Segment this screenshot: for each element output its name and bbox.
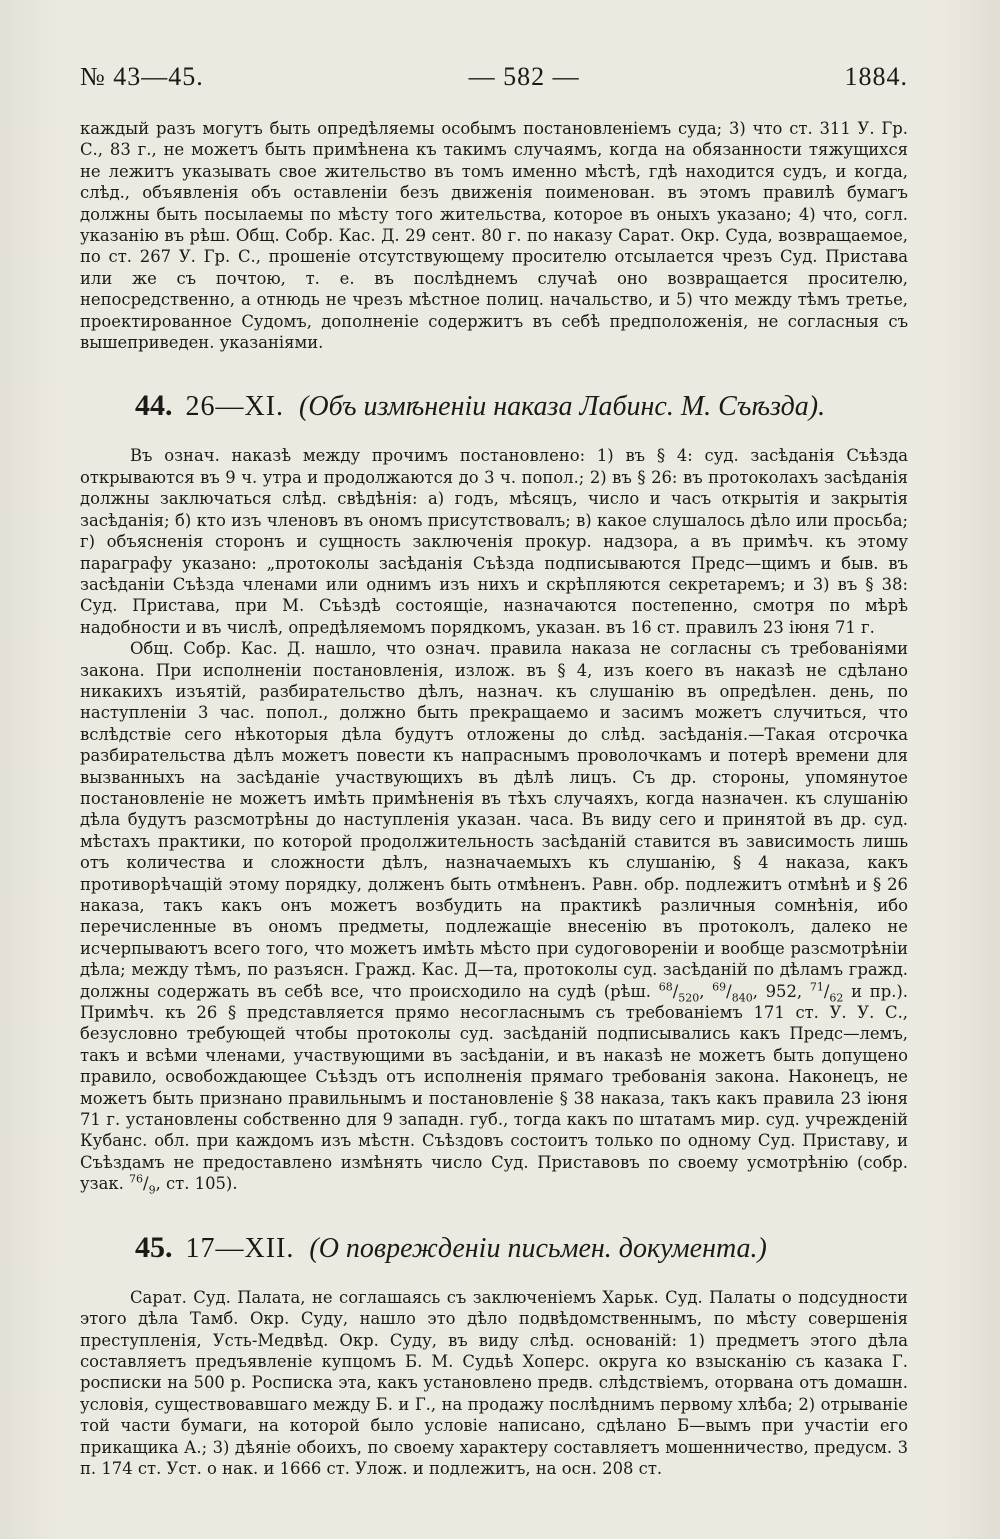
ref-mid: , 952, — [752, 981, 803, 1001]
ref-4-den: 9 — [148, 1183, 156, 1197]
ref-2-num: 69 — [712, 980, 727, 994]
section-44-paragraph-2-cont: и пр.). Примѣч. къ 26 § представляется прямо несогласнымъ съ требованіемъ 171 ст. У. У. С., безусловно требующей чтобы протоколы суд. засѣданій подписывались какъ Предс—лемъ, такъ и всѣми членами, участвующими въ засѣданіи, и въ наказѣ не можетъ быть допущено правило, освобождающее Съѣздъ отъ исполненія прямаго требованія закона. Наконецъ, не можетъ быть признано правильнымъ и постановленіе § 38 наказа, такъ какъ правила 23 іюня 71 г. установлены собственно для 9 западн. губ., тогда какъ по штатамъ мир. суд. учрежденій Кубанс. обл. при каждомъ изъ мѣстн. Съѣздовъ состоитъ только по одному Суд. Приставу, и Съѣздамъ не предоставлено измѣнять число Суд. Приставовъ по своему усмотрѣнію (собр. узак. — [80, 981, 909, 1194]
section-44-title: (Объ измѣненіи наказа Лабинс. М. Съѣзда). — [299, 391, 826, 423]
page-header — [80, 62, 908, 92]
section-45-paragraph-1: Сарат. Суд. Палата, не соглашаясь съ заключеніемъ Харьк. Суд. Палаты о подсудности этого дѣла Тамб. Окр. Суду, нашло это дѣло подвѣдомственнымъ, по мѣсту совершенія преступленія, Усть-Медвѣд. Окр. Суду, въ виду слѣд. основаній: 1) предметъ этого дѣла составляетъ предъявленіе купцомъ Б. М. Судьѣ Хоперс. округа ко взысканію съ казака Г. росписки на 500 р. Росписка эта, какъ установлено предв. слѣдствіемъ, оторвана отъ домашн. условія, существовавшаго между Б. и Г., на продажу послѣднимъ первому хлѣба; 2) отрываніе той части бумаги, на которой было условіе написано, сдѣлано Б—вымъ при участіи его прикащика А.; 3) дѣяніе обоихъ, по своему характеру составляетъ мошенничество, предусм. 3 п. 174 ст. Уст. о нак. и 1666 ст. Улож. и подлежитъ, на осн. 208 ст. — [80, 1287, 908, 1478]
issue-numbers: № 43—45. — [80, 62, 204, 91]
section-44-number: 44. — [135, 389, 173, 423]
ref-1-den: 520 — [678, 990, 700, 1004]
section-44-paragraph-1: Въ означ. наказѣ между прочимъ постановлено: 1) въ § 4: суд. засѣданія Съѣзда открываются въ 9 ч. утра и продолжаются до 3 ч. попол.; 2) въ § 26: въ протоколахъ засѣданія должны заключаться слѣд. свѣдѣнія: а) годъ, мѣсяцъ, число и часъ открытія и закрытія засѣданія; б) кто изъ членовъ въ ономъ присутствовалъ; в) какое слушалось дѣло или просьба; г) объясненія сторонъ и сущность заключенія прокур. надзора, а въ примѣч. къ этому параграфу указано: „протоколы засѣданія Съѣзда подписываются Предс—щимъ и быв. въ засѣданіи Съѣзда членами или однимъ изъ нихъ и скрѣпляются секретаремъ; и 3) въ § 38: Суд. Пристава, при М. Съѣздѣ состоящіе, назначаются постепенно, смотря по мѣрѣ надобности и въ числѣ, опредѣляемомъ порядкомъ, указан. въ 16 ст. правилъ 23 іюня 71 г. — [80, 446, 908, 637]
ref-4-num: 76 — [129, 1172, 144, 1186]
ref-2-den: 840 — [731, 990, 753, 1004]
section-45-date: 17—XII. — [185, 1232, 295, 1264]
section-44-date: 26—XI. — [185, 391, 285, 423]
section-45-title: (О поврежденіи письмен. документа.) — [309, 1232, 767, 1264]
ref-3-num: 71 — [809, 980, 824, 994]
section-44-paragraph-2: Общ. Собр. Кас. Д. нашло, что означ. правила наказа не согласны съ требованіями закона. При исполненіи постановленія, излож. въ § 4, изъ коего въ наказѣ не сдѣлано никакихъ изъятій, разбирательство дѣлъ, назнач. къ слушанію въ опредѣлен. день, по наступленіи 3 час. попол., должно быть прекращаемо и засимъ можетъ случиться, что вслѣдствіе сего нѣкоторыя дѣла будутъ отложены до слѣд. засѣданія.—Такая отсрочка разбирательства дѣлъ можетъ повести къ напраснымъ проволочкамъ и потерѣ времени для вызванныхъ на засѣданіе участвующихъ въ дѣлѣ лицъ. Съ др. стороны, упомянутое постановленіе не можетъ имѣть примѣненія въ тѣхъ случаяхъ, когда назначен. къ слушанію дѣла будутъ разсмотрѣны до наступленія указан. часа. Въ виду сего и принятой въ др. суд. мѣстахъ практики, по которой продолжительность засѣданій ставится въ зависимость лишь отъ количества и сложности дѣлъ, назначаемыхъ къ слушанію, § 4 наказа, какъ противорѣчащій этому порядку, долженъ быть отмѣненъ. Равн. обр. подлежитъ отмѣнѣ и § 26 наказа, такъ какъ онъ можетъ возбудить на практикѣ различныя сомнѣнія, ибо перечисленные въ ономъ предметы, подлежащіе внесенію въ протоколъ, далеко не исчерпываютъ всего того, что можетъ имѣть мѣсто при судоговореніи и вообще разсмотрѣніи дѣла; между тѣмъ, по разъясн. Гражд. Кас. Д—та, протоколы суд. засѣданій по дѣламъ гражд. должны содержать въ себѣ все, что происходило на судѣ (рѣш. $^{68}/_{520}$, $^{69}/_{840}$, 952, $^{71}/_{62}$ и пр.). Примѣч. къ 26 § представляется прямо несогласнымъ съ требованіемъ 171 ст. У. У. С., безусловно требующей чтобы протоколы суд. засѣданій подписывались какъ Предс—лемъ, такъ и всѣми членами, участвующими въ засѣданіи, и въ наказѣ не можетъ быть допущено правило, освобождающее Съѣздъ отъ исполненія прямаго требованія закона. Наконецъ, не можетъ быть признано правильнымъ и постановленіе § 38 наказа, такъ какъ правила 23 іюня 71 г. установлены собственно для 9 западн. губ., тогда какъ по штатамъ мир. суд. учрежденій Кубанс. обл. при каждомъ изъ мѣстн. Съѣздовъ состоитъ только по одному Суд. Приставу, и Съѣздамъ не предоставлено измѣнять число Суд. Приставовъ по своему усмотрѣнію (собр. узак. $^{76}/_9$, ст. 105). — [80, 639, 909, 1197]
section-44-paragraph-2-end: , ст. 105). — [155, 1174, 238, 1194]
intro-paragraph: каждый разъ могутъ быть опредѣляемы особымъ постановленіемъ суда; 3) что ст. 311 У. Гр. С., 83 г., не можетъ быть примѣнена къ такимъ случаямъ, когда на обязанности тяжущихся не лежитъ указывать свое жительство въ томъ именно мѣстѣ, гдѣ находится судъ, и когда, слѣд., объявленія объ оставленіи безъ движенія поименован. въ этомъ правилѣ бумагъ должны быть посылаемы по мѣсту того жительства, которое въ оныхъ указано; 4) что, согл. указанію въ рѣш. Общ. Собр. Кас. Д. 29 сент. 80 г. по наказу Сарат. Окр. Суда, возвращаемое, по ст. 267 У. Гр. С., прошеніе отсутствующему просителю отсылается чрезъ Суд. Пристава или же съ почтою, т. е. въ послѣднемъ случаѣ оно возвращается просителю, непосредственно, а отнюдь не чрезъ мѣстное полиц. начальство, и 5) что между тѣмъ третье, проектированное Судомъ, дополненіе содержитъ въ себѣ предположенія, не согласныя съ вышеприведен. указаніями. — [80, 119, 908, 353]
page-number: — 582 — — [468, 62, 580, 91]
section-45-number: 45. — [135, 1230, 173, 1264]
section-45-heading — [135, 1231, 908, 1265]
section-44-paragraph-2-text: Общ. Собр. Кас. Д. нашло, что означ. правила наказа не согласны съ требованіями закона. При исполненіи постановленія, излож. въ § 4, изъ коего въ наказѣ не сдѣлано никакихъ изъятій, разбирательство дѣлъ, назнач. къ слушанію въ опредѣлен. день, по наступленіи 3 час. попол., должно быть прекращаемо и засимъ можетъ случиться, что вслѣдствіе сего нѣкоторыя дѣла будутъ отложены до слѣд. засѣданія.—Такая отсрочка разбирательства дѣлъ можетъ повести къ напраснымъ проволочкамъ и потерѣ времени для вызванныхъ на засѣданіе участвующихъ въ дѣлѣ лицъ. Съ др. стороны, упомянутое постановленіе не можетъ имѣть примѣненія въ тѣхъ случаяхъ, когда назначен. къ слушанію дѣла будутъ разсмотрѣны до наступленія указан. часа. Въ виду сего и принятой въ др. суд. мѣстахъ практики, по которой продолжительность засѣданій ставится въ зависимость лишь отъ количества и сложности дѣлъ, назначаемыхъ къ слушанію, § 4 наказа, какъ противорѣчащій этому порядку, долженъ быть отмѣненъ. Равн. обр. подлежитъ отмѣнѣ и § 26 наказа, такъ какъ онъ можетъ возбудить на практикѣ различныя сомнѣнія, ибо перечисленные въ ономъ предметы, подлежащіе внесенію въ протоколъ, далеко не исчерпываютъ всего того, что можетъ имѣть мѣсто при судоговореніи и вообще разсмотрѣніи дѣла; между тѣмъ, по разъясн. Гражд. Кас. Д—та, протоколы суд. засѣданій по дѣламъ гражд. должны содержать въ себѣ все, что происходило на судѣ (рѣш. — [80, 639, 908, 1001]
section-44-heading — [135, 389, 908, 423]
ref-1-num: 68 — [658, 980, 673, 994]
ref-3-den: 62 — [829, 990, 844, 1004]
year: 1884. — [844, 62, 908, 91]
